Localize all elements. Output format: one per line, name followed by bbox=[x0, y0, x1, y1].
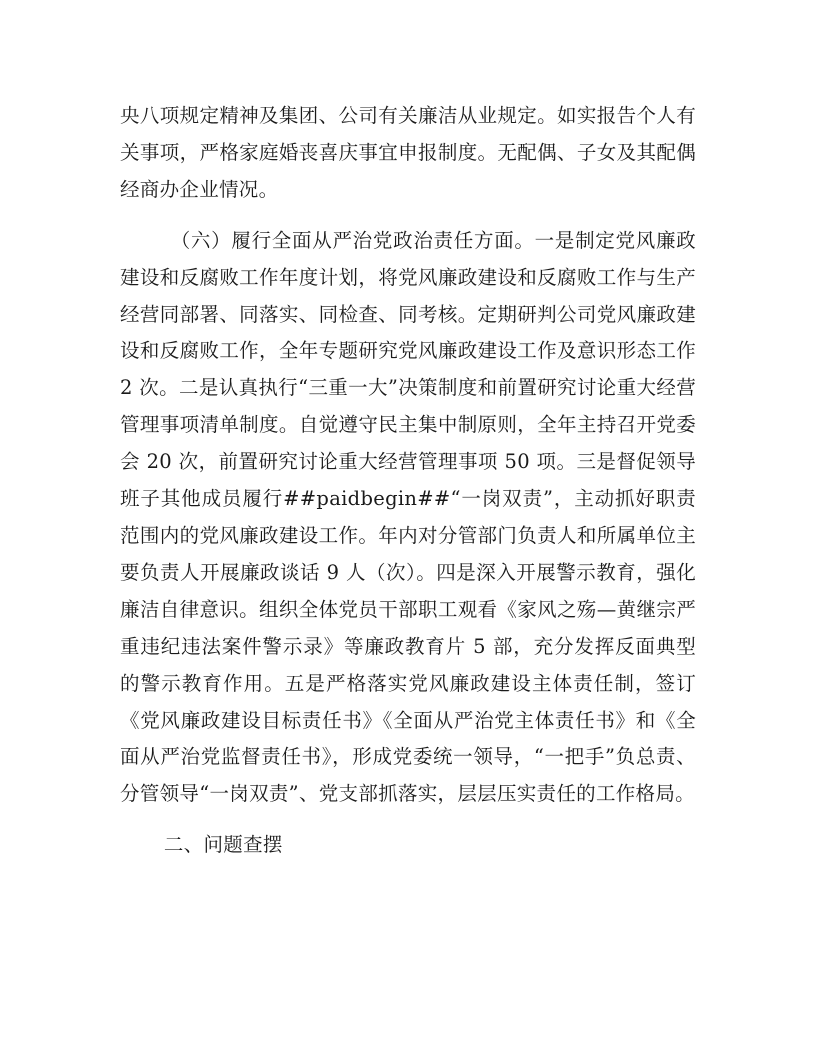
paragraph-section-six: （六）履行全面从严治党政治责任方面。一是制定党风廉政建设和反腐败工作年度计划，将党风廉政建设和反腐败工作与生产经营同部署、同落实、同检查、同考核。定期研判公司党风廉政建设和反腐败工作，全年专题研究党风廉政建设工作及意识形态工作 2 次。二是认真执行“三重一大”决策制度和前置研究讨论重大经营管理事项清单制度。自觉遵守民主集中制原则，全年主持召开党委会 20 次，前置研究讨论重大经营管理事项 50 项。三是督促领导班子其他成员履行##paidbegin##“一岗双责”，主动抓好职责范围内的党风廉政建设工作。年内对分管部门负责人和所属单位主要负责人开展廉政谈话 9 人（次）。四是深入开展警示教育，强化廉洁自律意识。组织全体党员干部职工观看《家风之殇—黄继宗严重违纪违法案件警示录》等廉政教育片 5 部，充分发挥反面典型的警示教育作用。五是严格落实党风廉政建设主体责任制，签订《党风廉政建设目标责任书》《全面从严治党主体责任书》和《全面从严治党监督责任书》，形成党委统一领导，“一把手”负总责、分管领导“一岗双责”、党支部抓落实，层层压实责任的工作格局。 bbox=[120, 228, 696, 806]
paragraph-gap bbox=[120, 209, 696, 223]
paragraph-continuation: 央八项规定精神及集团、公司有关廉洁从业规定。如实报告个人有关事项，严格家庭婚丧喜庆事宜申报制度。无配偶、子女及其配偶经商办企业情况。 bbox=[120, 104, 696, 201]
section-heading: 二、问题查摆 bbox=[163, 833, 283, 857]
document-body bbox=[120, 98, 696, 864]
